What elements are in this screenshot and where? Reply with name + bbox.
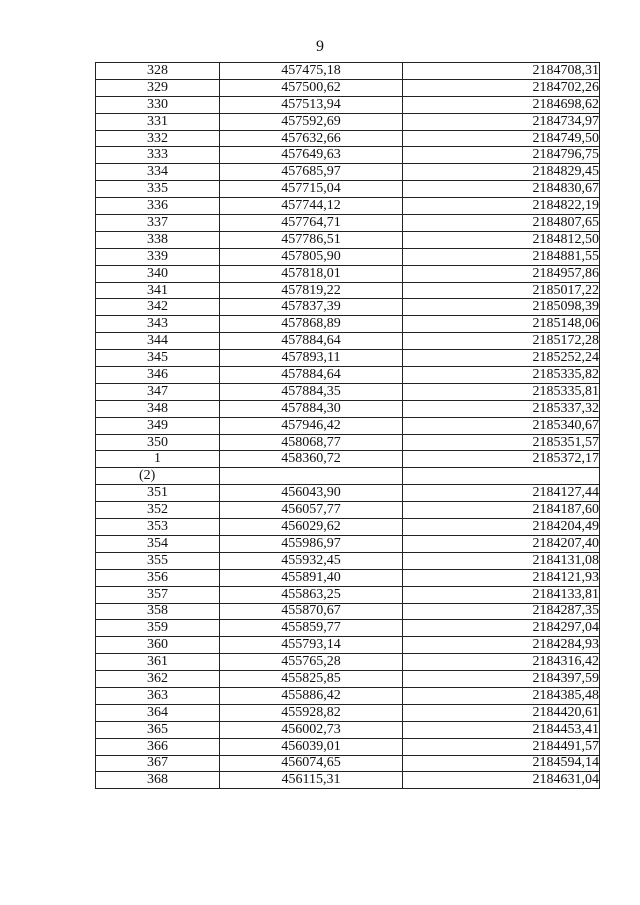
y-coordinate-cell: 2184830,67 <box>403 181 600 198</box>
x-coordinate-cell: 455886,42 <box>220 687 403 704</box>
table-row <box>96 687 600 704</box>
x-coordinate-cell: 457649,63 <box>220 147 403 164</box>
table-row <box>96 535 600 552</box>
point-number-cell: 328 <box>96 63 220 80</box>
point-number-cell: 364 <box>96 704 220 721</box>
y-coordinate-cell: 2185351,57 <box>403 434 600 451</box>
x-coordinate-cell: 457884,30 <box>220 400 403 417</box>
point-number-cell: 343 <box>96 316 220 333</box>
y-coordinate-cell: 2185335,82 <box>403 367 600 384</box>
x-coordinate-cell: 457893,11 <box>220 350 403 367</box>
point-number-cell: 358 <box>96 603 220 620</box>
point-number-cell: 361 <box>96 654 220 671</box>
table-row <box>96 79 600 96</box>
point-number-cell: 334 <box>96 164 220 181</box>
y-coordinate-cell: 2184316,42 <box>403 654 600 671</box>
point-number-cell: 333 <box>96 147 220 164</box>
table-row <box>96 603 600 620</box>
y-coordinate-cell: 2185337,32 <box>403 400 600 417</box>
table-row <box>96 265 600 282</box>
section-label-row <box>96 468 600 485</box>
x-coordinate-cell: 457868,89 <box>220 316 403 333</box>
y-coordinate-cell: 2184734,97 <box>403 113 600 130</box>
x-coordinate-cell: 455825,85 <box>220 671 403 688</box>
point-number-cell: 341 <box>96 282 220 299</box>
table-row <box>96 434 600 451</box>
x-coordinate-cell: 457819,22 <box>220 282 403 299</box>
y-coordinate-cell: 2184297,04 <box>403 620 600 637</box>
table-row <box>96 552 600 569</box>
table-row <box>96 248 600 265</box>
table-row <box>96 383 600 400</box>
table-row <box>96 738 600 755</box>
point-number-cell: 350 <box>96 434 220 451</box>
table-row <box>96 637 600 654</box>
y-coordinate-cell: 2184204,49 <box>403 519 600 536</box>
y-coordinate-cell: 2184131,08 <box>403 552 600 569</box>
x-coordinate-cell: 456074,65 <box>220 755 403 772</box>
x-coordinate-cell: 458068,77 <box>220 434 403 451</box>
table-row <box>96 164 600 181</box>
y-coordinate-cell: 2184796,75 <box>403 147 600 164</box>
x-coordinate-cell: 456002,73 <box>220 721 403 738</box>
point-number-cell: 356 <box>96 569 220 586</box>
y-coordinate-cell: 2184807,65 <box>403 215 600 232</box>
x-coordinate-cell: 455765,28 <box>220 654 403 671</box>
y-coordinate-cell: 2184702,26 <box>403 79 600 96</box>
x-coordinate-cell: 457837,39 <box>220 299 403 316</box>
point-number-cell: 366 <box>96 738 220 755</box>
table-row <box>96 721 600 738</box>
x-coordinate-cell <box>220 468 403 485</box>
table-row <box>96 704 600 721</box>
point-number-cell: 332 <box>96 130 220 147</box>
x-coordinate-cell: 455986,97 <box>220 535 403 552</box>
x-coordinate-cell: 455932,45 <box>220 552 403 569</box>
y-coordinate-cell: 2184698,62 <box>403 96 600 113</box>
point-number-cell: (2) <box>96 468 220 485</box>
table-row <box>96 282 600 299</box>
point-number-cell: 362 <box>96 671 220 688</box>
point-number-cell: 1 <box>96 451 220 468</box>
y-coordinate-cell: 2184133,81 <box>403 586 600 603</box>
y-coordinate-cell: 2185172,28 <box>403 333 600 350</box>
point-number-cell: 345 <box>96 350 220 367</box>
x-coordinate-cell: 457632,66 <box>220 130 403 147</box>
table-row <box>96 367 600 384</box>
y-coordinate-cell: 2185335,81 <box>403 383 600 400</box>
y-coordinate-cell: 2185098,39 <box>403 299 600 316</box>
y-coordinate-cell: 2185340,67 <box>403 417 600 434</box>
table-row <box>96 502 600 519</box>
point-number-cell: 342 <box>96 299 220 316</box>
x-coordinate-cell: 456039,01 <box>220 738 403 755</box>
x-coordinate-cell: 456057,77 <box>220 502 403 519</box>
point-number-cell: 368 <box>96 772 220 789</box>
y-coordinate-cell: 2185252,24 <box>403 350 600 367</box>
table-row <box>96 772 600 789</box>
x-coordinate-cell: 457475,18 <box>220 63 403 80</box>
table-row <box>96 654 600 671</box>
table-row <box>96 147 600 164</box>
x-coordinate-cell: 457744,12 <box>220 198 403 215</box>
x-coordinate-cell: 455859,77 <box>220 620 403 637</box>
x-coordinate-cell: 457805,90 <box>220 248 403 265</box>
y-coordinate-cell: 2184822,19 <box>403 198 600 215</box>
table-row <box>96 299 600 316</box>
x-coordinate-cell: 457786,51 <box>220 231 403 248</box>
point-number-cell: 354 <box>96 535 220 552</box>
x-coordinate-cell: 455793,14 <box>220 637 403 654</box>
y-coordinate-cell: 2184420,61 <box>403 704 600 721</box>
x-coordinate-cell: 455870,67 <box>220 603 403 620</box>
y-coordinate-cell: 2184749,50 <box>403 130 600 147</box>
y-coordinate-cell: 2184284,93 <box>403 637 600 654</box>
table-row <box>96 215 600 232</box>
y-coordinate-cell: 2184594,14 <box>403 755 600 772</box>
table-row <box>96 586 600 603</box>
table-row <box>96 96 600 113</box>
y-coordinate-cell: 2185148,06 <box>403 316 600 333</box>
point-number-cell: 359 <box>96 620 220 637</box>
y-coordinate-cell: 2184207,40 <box>403 535 600 552</box>
point-number-cell: 336 <box>96 198 220 215</box>
coordinates-table <box>95 62 600 789</box>
y-coordinate-cell: 2184812,50 <box>403 231 600 248</box>
point-number-cell: 344 <box>96 333 220 350</box>
x-coordinate-cell: 457884,64 <box>220 333 403 350</box>
table-row <box>96 620 600 637</box>
x-coordinate-cell: 457685,97 <box>220 164 403 181</box>
table-row <box>96 316 600 333</box>
point-number-cell: 357 <box>96 586 220 603</box>
x-coordinate-cell: 455928,82 <box>220 704 403 721</box>
point-number-cell: 351 <box>96 485 220 502</box>
y-coordinate-cell: 2184187,60 <box>403 502 600 519</box>
y-coordinate-cell: 2184385,48 <box>403 687 600 704</box>
x-coordinate-cell: 457818,01 <box>220 265 403 282</box>
y-coordinate-cell: 2184287,35 <box>403 603 600 620</box>
y-coordinate-cell: 2185017,22 <box>403 282 600 299</box>
table-row <box>96 231 600 248</box>
y-coordinate-cell: 2184397,59 <box>403 671 600 688</box>
y-coordinate-cell: 2184708,31 <box>403 63 600 80</box>
table-row <box>96 569 600 586</box>
table-row <box>96 519 600 536</box>
y-coordinate-cell: 2185372,17 <box>403 451 600 468</box>
point-number-cell: 337 <box>96 215 220 232</box>
point-number-cell: 339 <box>96 248 220 265</box>
table-row <box>96 451 600 468</box>
table-row <box>96 755 600 772</box>
point-number-cell: 363 <box>96 687 220 704</box>
x-coordinate-cell: 457946,42 <box>220 417 403 434</box>
x-coordinate-cell: 456043,90 <box>220 485 403 502</box>
table-row <box>96 181 600 198</box>
table-row <box>96 400 600 417</box>
x-coordinate-cell: 457764,71 <box>220 215 403 232</box>
y-coordinate-cell: 2184127,44 <box>403 485 600 502</box>
x-coordinate-cell: 457715,04 <box>220 181 403 198</box>
table-row <box>96 113 600 130</box>
y-coordinate-cell <box>403 468 600 485</box>
point-number-cell: 355 <box>96 552 220 569</box>
x-coordinate-cell: 456029,62 <box>220 519 403 536</box>
point-number-cell: 349 <box>96 417 220 434</box>
point-number-cell: 352 <box>96 502 220 519</box>
x-coordinate-cell: 457884,35 <box>220 383 403 400</box>
x-coordinate-cell: 456115,31 <box>220 772 403 789</box>
point-number-cell: 329 <box>96 79 220 96</box>
table-row <box>96 671 600 688</box>
y-coordinate-cell: 2184957,86 <box>403 265 600 282</box>
table-row <box>96 350 600 367</box>
x-coordinate-cell: 457513,94 <box>220 96 403 113</box>
x-coordinate-cell: 458360,72 <box>220 451 403 468</box>
point-number-cell: 348 <box>96 400 220 417</box>
y-coordinate-cell: 2184881,55 <box>403 248 600 265</box>
point-number-cell: 330 <box>96 96 220 113</box>
point-number-cell: 367 <box>96 755 220 772</box>
y-coordinate-cell: 2184453,41 <box>403 721 600 738</box>
coordinates-table-body <box>96 63 600 789</box>
y-coordinate-cell: 2184829,45 <box>403 164 600 181</box>
y-coordinate-cell: 2184491,57 <box>403 738 600 755</box>
page-number: 9 <box>316 38 324 55</box>
point-number-cell: 346 <box>96 367 220 384</box>
point-number-cell: 335 <box>96 181 220 198</box>
x-coordinate-cell: 457592,69 <box>220 113 403 130</box>
y-coordinate-cell: 2184121,93 <box>403 569 600 586</box>
x-coordinate-cell: 455891,40 <box>220 569 403 586</box>
point-number-cell: 347 <box>96 383 220 400</box>
x-coordinate-cell: 455863,25 <box>220 586 403 603</box>
table-row <box>96 485 600 502</box>
point-number-cell: 365 <box>96 721 220 738</box>
x-coordinate-cell: 457884,64 <box>220 367 403 384</box>
point-number-cell: 340 <box>96 265 220 282</box>
y-coordinate-cell: 2184631,04 <box>403 772 600 789</box>
table-row <box>96 417 600 434</box>
point-number-cell: 360 <box>96 637 220 654</box>
point-number-cell: 331 <box>96 113 220 130</box>
point-number-cell: 338 <box>96 231 220 248</box>
x-coordinate-cell: 457500,62 <box>220 79 403 96</box>
table-row <box>96 198 600 215</box>
table-row <box>96 63 600 80</box>
table-row <box>96 333 600 350</box>
table-row <box>96 130 600 147</box>
point-number-cell: 353 <box>96 519 220 536</box>
